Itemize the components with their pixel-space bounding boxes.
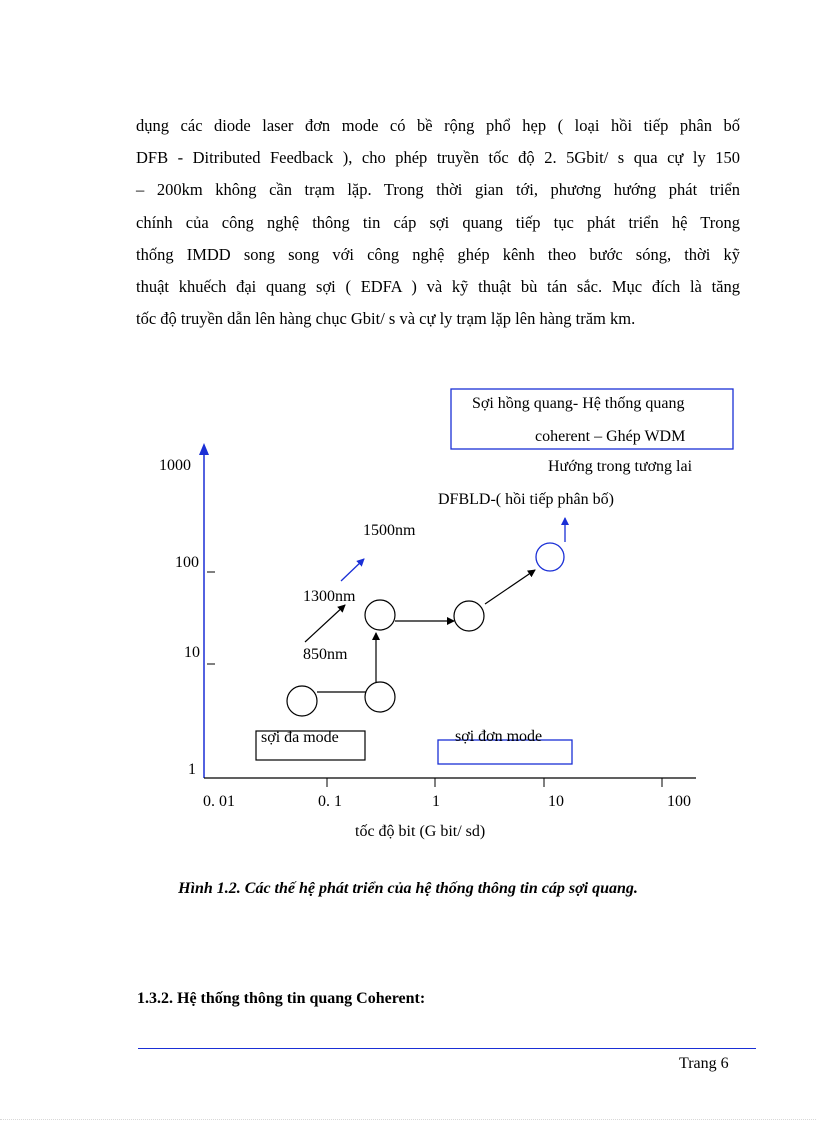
x-tick-label: 10 [548,793,564,810]
arrow-4-to-5 [485,570,535,604]
body-line: dụng các diode laser đơn mode có bề rộng phổ hẹp ( loại hồi tiếp phân bố [136,116,740,135]
multimode-label: sợi đa mode [261,729,339,746]
x-tick-label: 1 [432,793,440,810]
coherent-box-line2: coherent – Ghép WDM [535,428,686,445]
future-direction-label: Hướng trong tương lai [548,458,693,475]
x-tick-label: 100 [667,793,691,810]
arrow-to-1300nm [305,605,345,642]
y-tick-label: 10 [184,644,200,661]
singlemode-label: sợi đơn mode [455,728,543,745]
body-line: thống IMDD song song với công nghệ ghép kênh theo bước sóng, thời kỹ [136,244,740,264]
footer-rule [138,1048,756,1049]
wavelength-850-label: 850nm [303,646,348,663]
figure-caption: Hình 1.2. Các thế hệ phát triển của hệ thống thông tin cáp sợi quang. [178,880,638,897]
fiber-generations-figure [0,380,816,850]
wavelength-1500-label: 1500nm [363,522,416,539]
body-line: chính của công nghệ thông tin cáp sợi quang tiếp tục phát triển hệ Trong [136,212,740,232]
section-heading: 1.3.2. Hệ thống thông tin quang Coherent: [137,990,426,1007]
body-paragraph [136,110,740,335]
generation-circle-4 [454,601,484,631]
y-axis-arrowhead [199,443,209,455]
wavelength-1300-label: 1300nm [303,588,356,605]
x-axis-label: tốc độ bit (G bit/ sd) [355,823,486,840]
body-line: DFB - Ditributed Feedback ), cho phép truyền tốc độ 2. 5Gbit/ s qua cự ly 150 [136,148,740,168]
generation-circle-2 [365,682,395,712]
y-tick-label: 1 [188,761,196,778]
body-line: tốc độ truyền dẫn lên hàng chục Gbit/ s và cự ly trạm lặp lên hàng trăm km. [136,309,636,329]
page-bottom-border [0,1119,816,1120]
y-tick-label: 100 [175,554,199,571]
coherent-box-line1: Sợi hồng quang- Hệ thống quang [472,395,685,412]
y-tick-label: 1000 [159,457,191,474]
body-line: – 200km không cần trạm lặp. Trong thời gian tới, phương hướng phát triển [136,180,740,200]
generation-circle-3 [365,600,395,630]
page-number: Trang 6 [679,1055,729,1072]
x-tick-label: 0. 1 [318,793,342,810]
generation-circle-1 [287,686,317,716]
dfb-label: DFBLD-( hồi tiếp phân bố) [438,491,614,508]
arrow-to-1500nm [341,559,364,581]
body-line: thuật khuếch đại quang sợi ( EDFA ) và kỹ thuật bù tán sắc. Mục đích là tăng [136,277,740,297]
generation-circle-5 [536,543,564,571]
x-tick-label: 0. 01 [203,793,235,810]
